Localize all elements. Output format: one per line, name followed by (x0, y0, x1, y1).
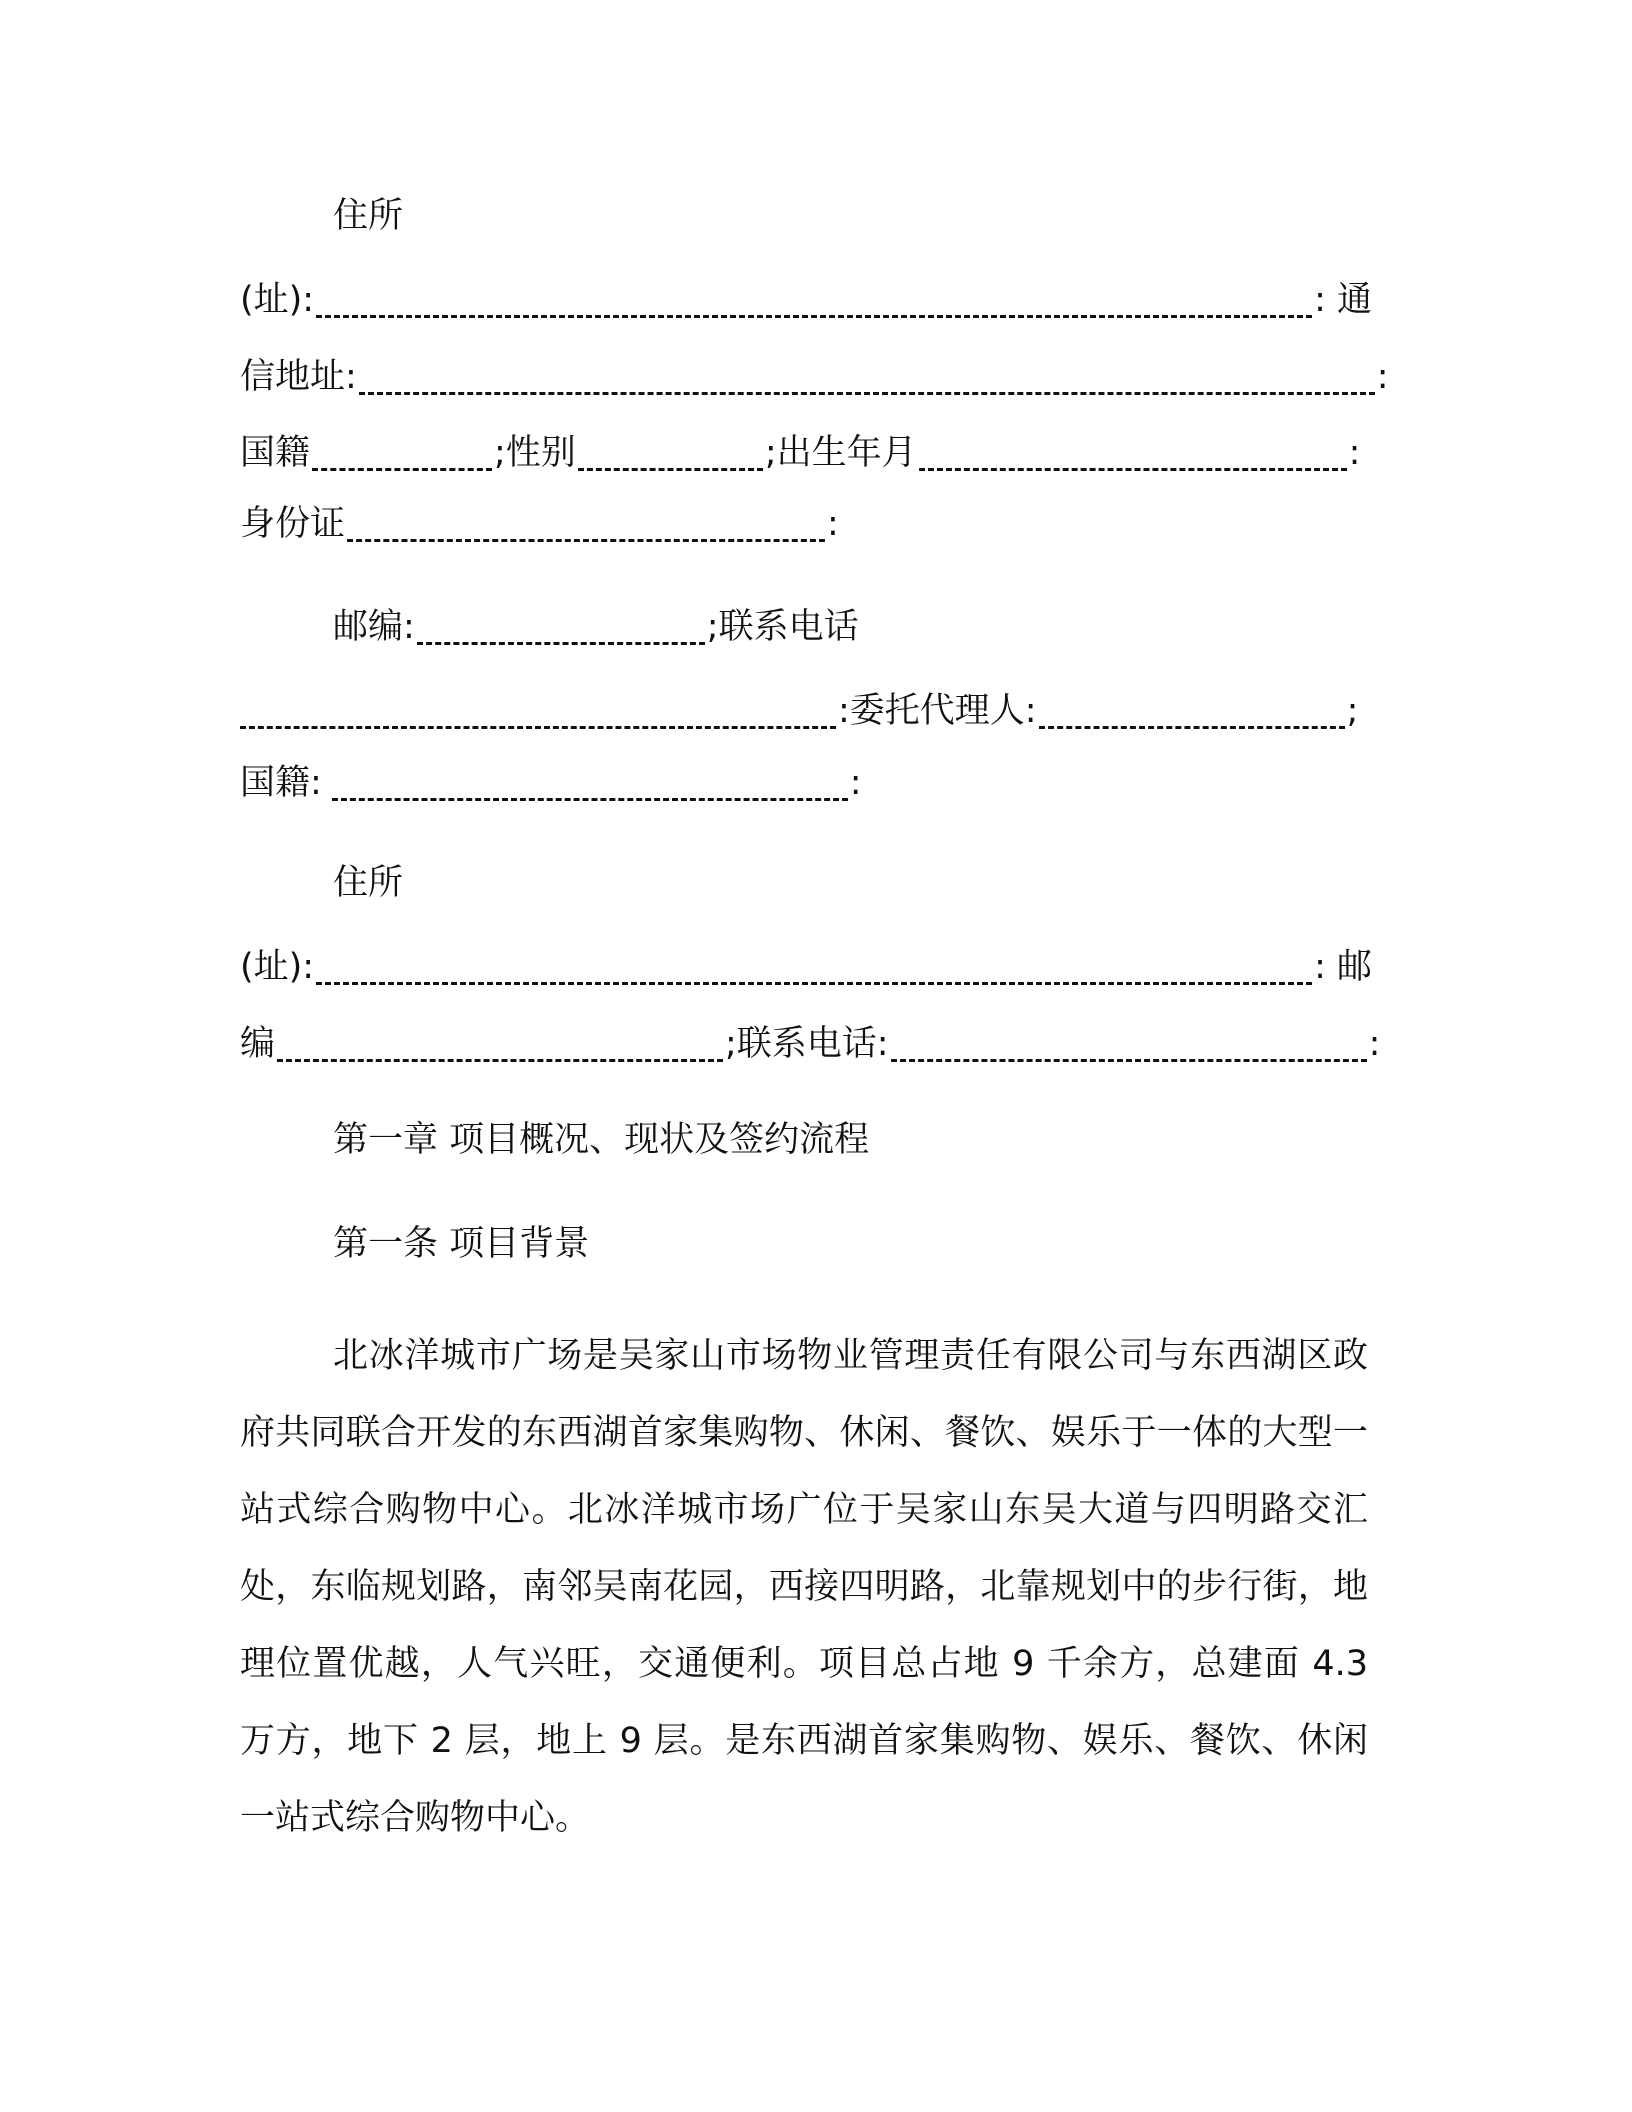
phone-blank[interactable] (240, 718, 836, 729)
semicolon: ; (1346, 691, 1359, 731)
agent-phone-label: ;联系电话: (725, 1024, 889, 1064)
agent-label: :委托代理人: (838, 691, 1037, 731)
nationality-blank[interactable] (312, 460, 492, 471)
postcode-line (333, 603, 859, 651)
gender-blank[interactable] (578, 460, 763, 471)
agent-address-label: (址): (240, 947, 315, 987)
id-label: 身份证 (240, 504, 346, 544)
personal-info-line (240, 429, 1360, 477)
colon: : (1376, 357, 1389, 397)
agent-address-blank[interactable] (316, 974, 1312, 985)
agent-residence-label (333, 859, 403, 907)
label: 住所 (333, 863, 404, 903)
comm-address-line (240, 353, 1389, 401)
agent-nationality-line (240, 759, 862, 807)
id-blank[interactable] (347, 531, 825, 542)
agent-postcode-label: 编 (240, 1024, 276, 1064)
comm-address-blank[interactable] (359, 384, 1375, 395)
comm-address-prefix: : 通 (1314, 280, 1373, 320)
agent-line (240, 687, 1358, 735)
birth-label: ;出生年月 (764, 433, 917, 473)
agent-nationality-label: 国籍: (240, 763, 322, 803)
residence-label (333, 192, 403, 240)
birth-blank[interactable] (919, 460, 1347, 471)
address-blank[interactable] (316, 307, 1312, 318)
label: 住所 (333, 196, 404, 236)
address-label: (址): (240, 280, 315, 320)
nationality-label: 国籍 (240, 433, 311, 473)
agent-blank[interactable] (1039, 718, 1345, 729)
address-line (240, 276, 1372, 324)
article-title: 第一条 项目背景 (333, 1224, 590, 1264)
article-body: 北冰洋城市广场是吴家山市场物业管理责任有限公司与东西湖区政府共同联合开发的东西湖首家集购物、休闲、餐饮、娱乐于一体的大型一站式综合购物中心。北冰洋城市场广位于吴家山东吴大道与四明路交汇处，东临规划路，南邻吴南花园，西接四明路，北靠规划中的步行街，地理位置优越，人气兴旺，交通便利。项目总占地 9 千余方，总建面 4.3 万方，地下 2 层，地上 9 层。是东西湖首家集购物、娱乐、餐饮、休闲一站式综合购物中心。 (240, 1336, 1368, 1838)
agent-postcode-blank[interactable] (277, 1051, 723, 1062)
postcode-label: 邮编: (333, 607, 415, 647)
gender-label: ;性别 (494, 433, 576, 473)
colon: : (1348, 433, 1361, 473)
agent-phone-blank[interactable] (891, 1051, 1367, 1062)
agent-postcode-line (240, 1020, 1380, 1068)
chapter-title: 第一章 项目概况、现状及签约流程 (333, 1120, 870, 1160)
colon: : (849, 763, 862, 803)
comm-address-label: 信地址: (240, 357, 357, 397)
postcode-blank[interactable] (417, 634, 705, 645)
id-line (240, 500, 839, 548)
agent-address-line (240, 943, 1372, 991)
colon: : (1368, 1024, 1381, 1064)
agent-nationality-blank[interactable] (332, 790, 848, 801)
agent-postcode-prefix: : 邮 (1314, 947, 1373, 987)
phone-label: ;联系电话 (706, 607, 859, 647)
colon: : (827, 504, 839, 544)
